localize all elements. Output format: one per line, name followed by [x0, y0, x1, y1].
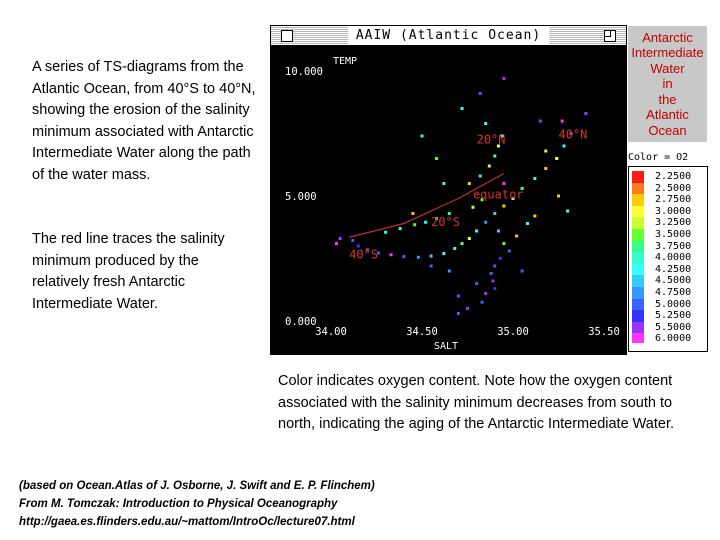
x-tick-label: 34.50 — [406, 326, 438, 338]
legend-swatch — [632, 183, 644, 195]
oxygen-color-legend — [628, 166, 708, 352]
data-point — [402, 255, 405, 258]
data-point — [484, 122, 487, 125]
data-point — [557, 195, 560, 198]
data-point — [442, 252, 445, 255]
side-label-line: in — [662, 76, 673, 92]
data-point — [515, 235, 518, 238]
data-point — [497, 230, 500, 233]
data-point — [562, 145, 565, 148]
legend-label: 5.5000 — [655, 321, 692, 333]
x-tick-label: 35.50 — [588, 326, 620, 338]
data-point — [566, 210, 569, 213]
legend-label: 5.2500 — [655, 310, 692, 322]
data-point — [521, 270, 524, 273]
data-point — [488, 165, 491, 168]
legend-label: 5.0000 — [655, 298, 692, 310]
legend-swatch — [632, 287, 644, 299]
data-point — [424, 221, 427, 224]
oxygen-paragraph: Color indicates oxygen content. Note how the oxygen content associated with the salinity minimum decreases from south to north, indicating the aging of the Antarctic Intermediate Water. — [278, 373, 675, 432]
data-point — [390, 253, 393, 256]
data-point — [442, 182, 445, 185]
data-point — [508, 250, 511, 253]
data-point — [539, 120, 542, 123]
side-label-line: the — [658, 91, 677, 107]
y-tick-label: 0.000 — [285, 316, 317, 328]
chart-annotation: 20°S — [431, 215, 461, 229]
legend-label: 6.0000 — [655, 333, 692, 345]
data-point — [533, 215, 536, 218]
data-point — [466, 307, 469, 310]
data-point — [490, 272, 493, 275]
data-point — [475, 230, 478, 233]
legend-swatch — [632, 333, 644, 343]
data-point — [502, 77, 505, 80]
y-axis-label: TEMP — [333, 56, 358, 67]
legend-swatch — [632, 275, 644, 287]
side-label-line: Atlantic — [646, 107, 689, 123]
data-point — [461, 107, 464, 110]
data-point — [339, 237, 342, 240]
legend-swatch — [632, 206, 644, 218]
data-point — [493, 265, 496, 268]
legend-swatch — [632, 264, 644, 276]
legend-label: 3.2500 — [655, 217, 692, 229]
legend-swatch — [632, 322, 644, 334]
data-point — [468, 182, 471, 185]
window-title: AAIW (Atlantic Ocean) — [348, 27, 549, 44]
data-point — [479, 175, 482, 178]
data-point — [457, 295, 460, 298]
data-point — [544, 167, 547, 170]
data-point — [457, 312, 460, 315]
salinity-minimum-line — [349, 174, 504, 238]
chart-annotation: equator — [472, 187, 524, 202]
legend-title: Color = O2 — [628, 152, 689, 163]
data-point — [493, 212, 496, 215]
data-point — [555, 157, 558, 160]
data-point — [351, 239, 354, 242]
legend-swatch — [632, 299, 644, 311]
data-point — [399, 227, 402, 230]
window-title-bar[interactable] — [271, 26, 626, 46]
data-point — [481, 301, 484, 304]
data-point — [561, 120, 564, 123]
close-box-icon[interactable] — [281, 30, 293, 42]
chart-annotation: 40°N — [558, 127, 588, 142]
ts-scatter-chart — [271, 46, 626, 354]
legend-swatch — [632, 217, 644, 229]
side-label-line: Intermediate — [631, 45, 704, 61]
legend-label: 3.0000 — [655, 205, 692, 217]
legend-swatch — [632, 310, 644, 322]
data-point — [502, 205, 505, 208]
data-point — [421, 135, 424, 138]
legend-swatch — [632, 194, 644, 206]
y-tick-label: 10.000 — [285, 66, 323, 78]
data-point — [413, 223, 416, 226]
legend-swatch — [632, 252, 644, 264]
data-point — [491, 280, 494, 283]
legend-label: 4.2500 — [655, 263, 692, 275]
x-tick-label: 35.00 — [497, 326, 529, 338]
legend-label: 3.7500 — [655, 240, 692, 252]
data-point — [384, 231, 387, 234]
legend-swatch — [632, 171, 644, 183]
chart-annotation: 20°N — [476, 132, 506, 147]
data-point — [499, 257, 502, 260]
credit-line: From M. Tomczak: Introduction to Physical Oceanography — [19, 498, 338, 510]
legend-label: 4.7500 — [655, 287, 692, 298]
y-tick-label: 5.000 — [285, 191, 317, 203]
data-point — [453, 247, 456, 250]
data-point — [411, 212, 414, 215]
x-tick-label: 34.00 — [315, 326, 347, 338]
data-point — [475, 282, 478, 285]
data-point — [502, 242, 505, 245]
red-line-paragraph: The red line traces the salinity minimum produced by the relatively fresh Antarctic Intermediate Water. — [32, 231, 225, 312]
data-point — [461, 242, 464, 245]
data-point — [502, 182, 505, 185]
data-point — [479, 92, 482, 95]
data-point — [484, 221, 487, 224]
data-point — [430, 255, 433, 258]
data-point — [484, 292, 487, 295]
data-point — [533, 177, 536, 180]
data-point — [493, 287, 496, 290]
data-point — [471, 206, 474, 209]
x-axis-label: SALT — [434, 341, 459, 352]
data-point — [335, 242, 338, 245]
legend-label: 2.7500 — [655, 194, 692, 206]
side-label-line: Antarctic — [642, 29, 693, 45]
legend-label: 2.2500 — [655, 171, 692, 182]
legend-swatch — [632, 229, 644, 241]
source-credit — [19, 477, 439, 531]
intro-paragraph: A series of TS-diagrams from the Atlantic Ocean, from 40°S to 40°N, showing the erosion of the salinity minimum associated with Antarctic Intermediate Water along the path of the water mass. — [32, 59, 256, 183]
side-label-line: Ocean — [648, 122, 687, 138]
credit-line: http://gaea.es.flinders.edu.au/~mattom/IntroOc/lecture07.html — [19, 516, 355, 528]
side-label-line: Water — [650, 60, 685, 76]
data-point — [417, 256, 420, 259]
legend-label: 3.5000 — [655, 229, 692, 240]
chart-annotation: 40°S — [349, 247, 379, 262]
legend-label: 4.5000 — [655, 275, 692, 287]
data-point — [448, 270, 451, 273]
plot-window — [270, 25, 627, 355]
data-point — [493, 155, 496, 158]
side-label-box — [628, 26, 707, 142]
data-point — [584, 112, 587, 115]
legend-label: 4.0000 — [655, 252, 692, 264]
data-point — [526, 222, 529, 225]
data-point — [435, 157, 438, 160]
credit-line: (based on Ocean.Atlas of J. Osborne, J. Swift and E. P. Flinchem) — [19, 480, 375, 492]
data-point — [544, 150, 547, 153]
legend-swatch — [632, 241, 644, 253]
data-point — [430, 265, 433, 268]
legend-label: 2.5000 — [655, 182, 692, 194]
zoom-box-icon[interactable] — [604, 30, 616, 42]
data-point — [468, 237, 471, 240]
